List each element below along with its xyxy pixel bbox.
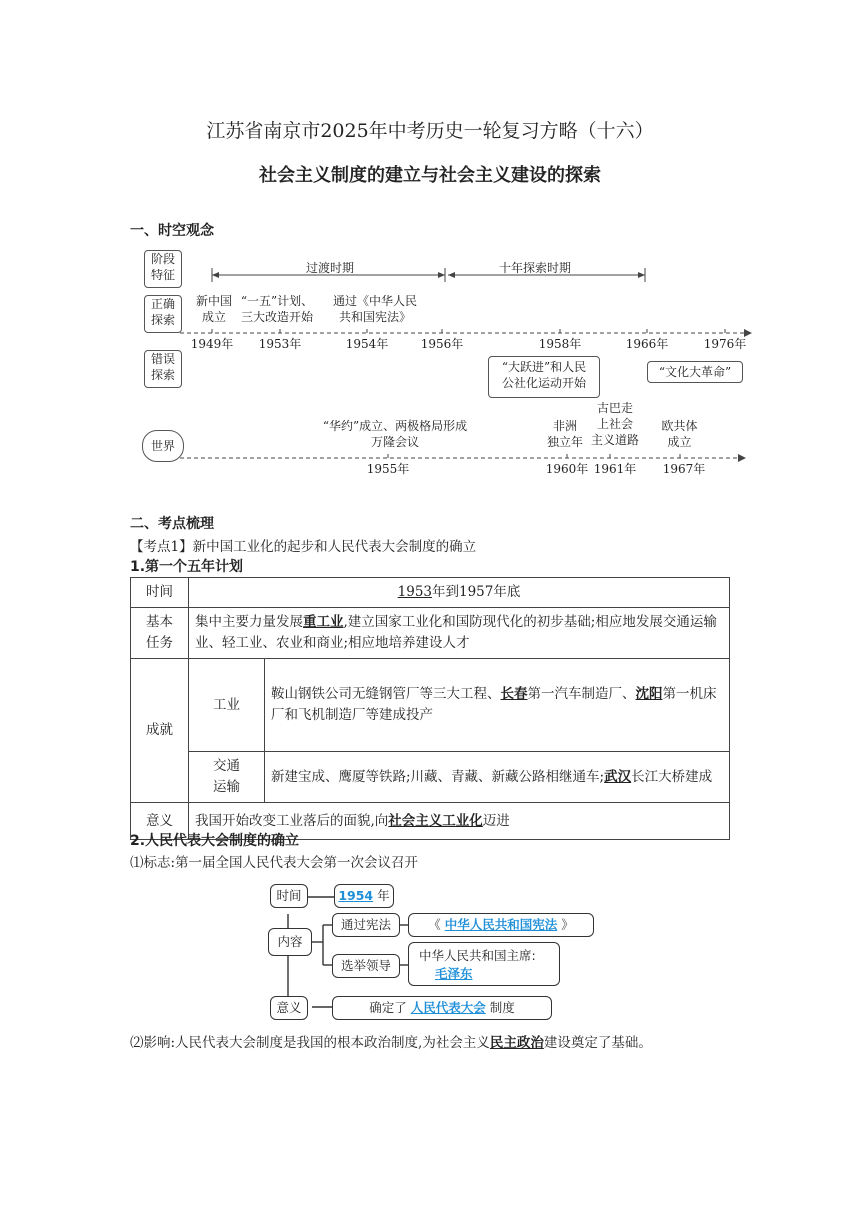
row-label-wrong: 错误 探索 — [144, 350, 182, 388]
flow-constitution-value: 中华人民共和国宪法 — [444, 917, 558, 932]
flow-chairman-value: 毛泽东 — [435, 966, 473, 981]
year-1960: 1960年 — [545, 462, 589, 476]
task-label: 基本 任务 — [131, 608, 189, 659]
event-cultural-revolution: “文化大革命” — [647, 361, 743, 383]
year-1954: 1954年 — [345, 337, 389, 351]
industry-value: 鞍山钢铁公司无缝钢管厂等三大工程、长春第一汽车制造厂、沈阳第一机床厂和飞机制造厂等建成投产 — [265, 659, 730, 752]
event-new-china: 新中国 成立 — [195, 294, 232, 324]
event-constitution: 通过《中华人民 共和国宪法》 — [332, 294, 417, 324]
sub2-heading: 2.人民代表大会制度的确立 — [130, 833, 300, 849]
event-africa-year: 非洲 独立年 — [546, 419, 583, 449]
time-value: 1953年到1957年底 — [189, 578, 730, 608]
doc-subtitle: 社会主义制度的建立与社会主义建设的探索 — [259, 165, 601, 186]
flow-content-label: 内容 — [268, 928, 312, 956]
event-warsaw-pact: “华约”成立、两极格局形成 万隆会议 — [322, 419, 468, 449]
doc-title: 江苏省南京市2025年中考历史一轮复习方略（十六） — [206, 120, 654, 142]
year-1976: 1976年 — [703, 337, 747, 351]
table-row — [131, 659, 730, 752]
sub1-heading: 1.第一个五年计划 — [130, 559, 244, 575]
year-1955: 1955年 — [366, 462, 410, 476]
event-cuba: 古巴走 上社会 主义道路 — [590, 401, 639, 447]
year-1958: 1958年 — [538, 337, 582, 351]
flow-year: 1954 — [338, 888, 374, 903]
transport-value: 新建宝成、鹰厦等铁路;川藏、青藏、新藏公路相继通车;武汉长江大桥建成 — [265, 752, 730, 803]
meaning-value: 我国开始改变工业落后的面貌,向社会主义工业化迈进 — [189, 803, 730, 840]
flow-confirm-box: 确定了 人民代表大会 制度 — [332, 996, 552, 1020]
period-ten-years: 十年探索时期 — [498, 261, 571, 275]
event-eec: 欧共体 成立 — [661, 419, 698, 449]
table-row — [131, 752, 730, 803]
table-row — [131, 578, 730, 608]
flow-constitution-label: 通过宪法 — [332, 913, 400, 937]
event-five-year-plan: “一五”计划、 三大改造开始 — [240, 294, 314, 324]
industry-label: 工业 — [189, 659, 265, 752]
section-timeline-heading: 一、时空观念 — [130, 223, 214, 239]
flow-constitution-box: 《 中华人民共和国宪法 》 — [408, 913, 594, 937]
year-1956: 1956年 — [420, 337, 464, 351]
meaning-label: 意义 — [131, 803, 189, 840]
year-1953: 1953年 — [258, 337, 302, 351]
five-year-plan-table — [130, 577, 730, 840]
section-points-heading: 二、考点梳理 — [130, 516, 214, 532]
flow-time-label: 时间 — [270, 884, 308, 908]
flow-chairman-box: 中华人民共和国主席: 毛泽东 — [408, 942, 560, 986]
achievement-label: 成就 — [131, 659, 189, 803]
task-value: 集中主要力量发展重工业,建立国家工业化和国防现代化的初步基础;相应地发展交通运输业、轻工业、农业和商业;相应地培养建设人才 — [189, 608, 730, 659]
period-transition: 过渡时期 — [305, 261, 354, 275]
transport-label: 交通 运输 — [189, 752, 265, 803]
flow-confirm-value: 人民代表大会 — [410, 1000, 486, 1015]
flow-year-box: 1954 年 — [334, 884, 394, 908]
sign-text: ⑴标志:第一届全国人民代表大会第一次会议召开 — [130, 855, 419, 871]
flow-meaning-label: 意义 — [270, 996, 308, 1020]
time-label: 时间 — [131, 578, 189, 608]
row-label-world: 世界 — [142, 430, 184, 462]
year-1961: 1961年 — [593, 462, 637, 476]
event-great-leap: “大跃进”和人民 公社化运动开始 — [488, 356, 600, 398]
row-label-stage: 阶段 特征 — [144, 250, 182, 288]
table-row — [131, 608, 730, 659]
point1-heading: 【考点1】新中国工业化的起步和人民代表大会制度的确立 — [130, 539, 477, 555]
year-1949: 1949年 — [190, 337, 234, 351]
year-1966: 1966年 — [625, 337, 669, 351]
flow-elect-label: 选举领导 — [332, 954, 400, 978]
year-1967: 1967年 — [662, 462, 706, 476]
row-label-correct: 正确 探索 — [144, 295, 182, 333]
influence-text: ⑵影响:人民代表大会制度是我国的根本政治制度,为社会主义民主政治建设奠定了基础。 — [130, 1035, 652, 1051]
